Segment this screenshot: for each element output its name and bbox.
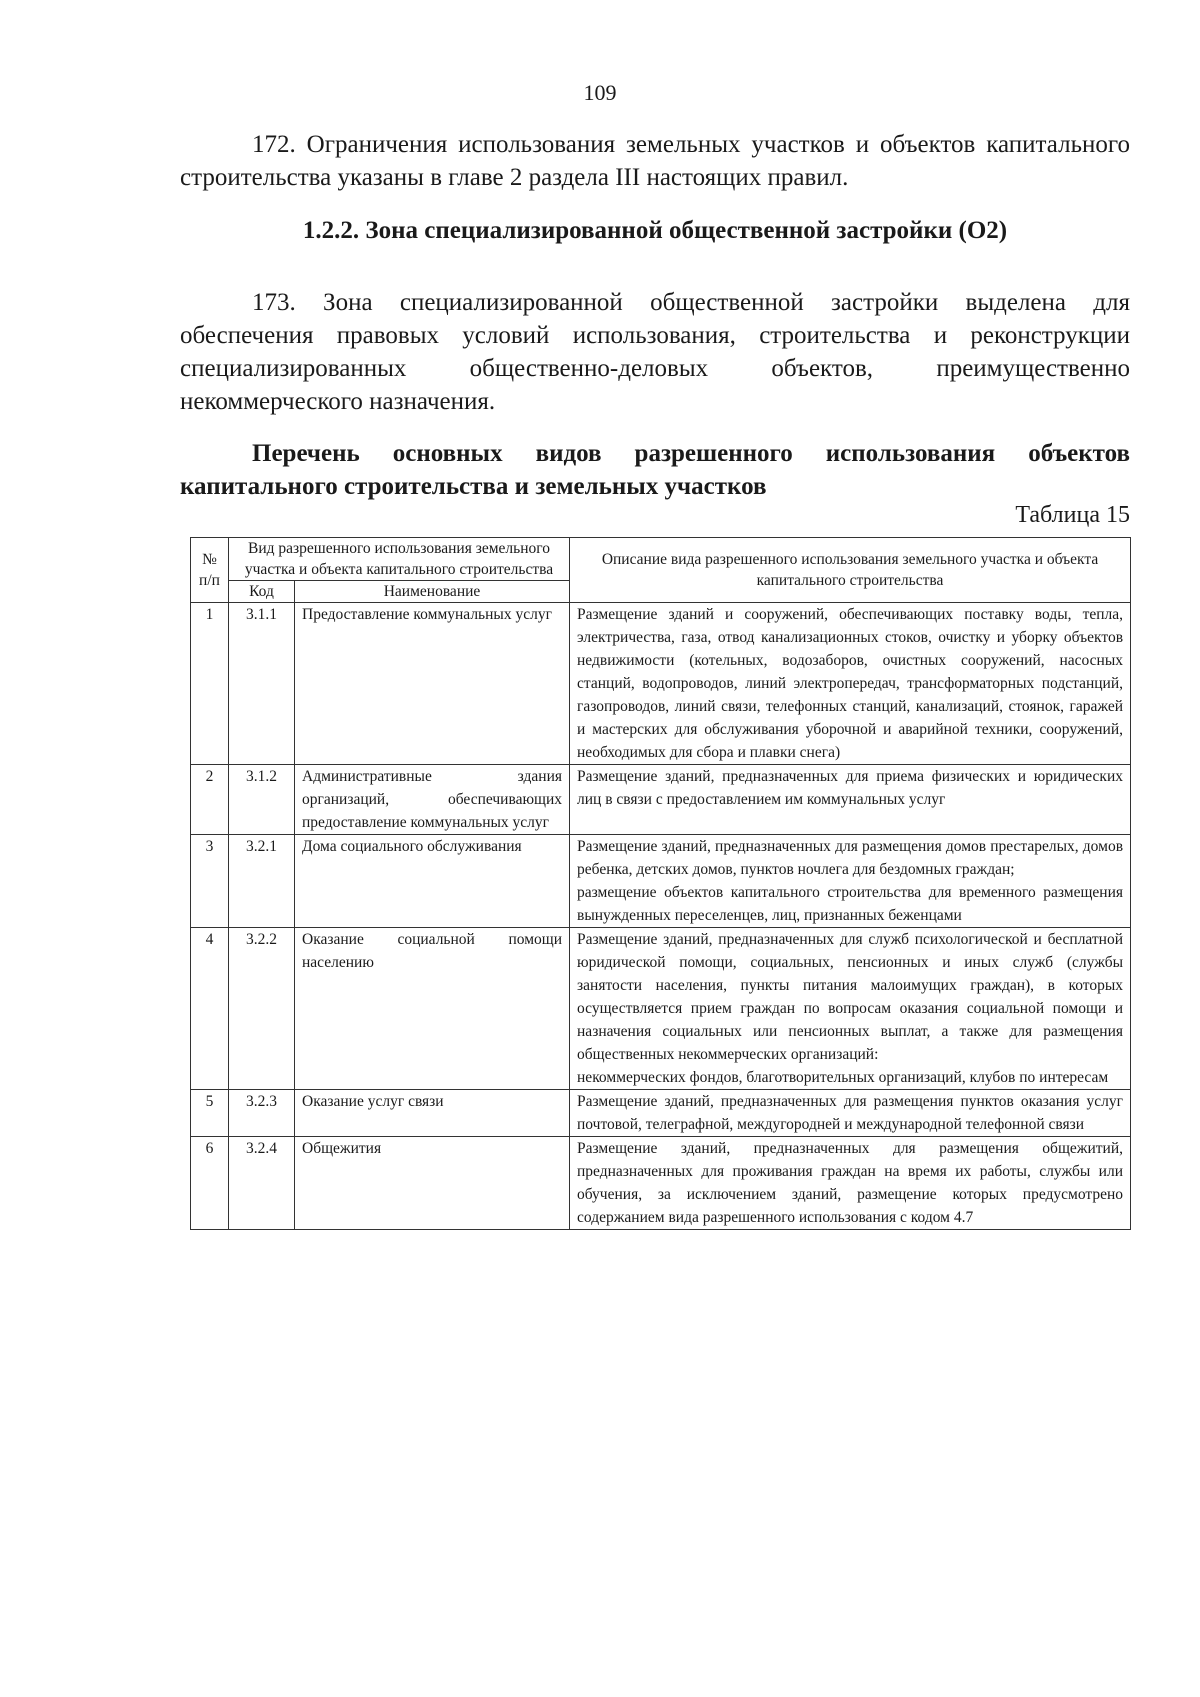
header-use-group: Вид разрешенного использования земельного участка и объекта капитального строительства xyxy=(229,538,570,581)
table-header-row xyxy=(191,538,1131,581)
paragraph-172: 172. Ограничения использования земельных участков и объектов капитального строительства указаны в главе 2 раздела III настоящих правил. xyxy=(180,131,1130,191)
table-row xyxy=(191,1137,1131,1230)
row-description: Размещение зданий, предназначенных для приема физических и юридических лиц в связи с предоставлением им коммунальных услуг xyxy=(570,765,1131,835)
table-row xyxy=(191,603,1131,765)
table-row xyxy=(191,765,1131,835)
row-description: Размещение зданий, предназначенных для служб психологической и бесплатной юридической помощи, социальных, пенсионных и иных служб (службы занятости населения, пункты питания малоимущих граждан), в которых осуществляется прием граждан по вопросам оказания социальной помощи и назначения социальных или пенсионных выплат, а также для размещения общественных некоммерческих организаций: некоммерческих фондов, благотворительных организаций, клубов по интересам xyxy=(570,928,1131,1090)
table-row xyxy=(191,928,1131,1090)
row-name: Общежития xyxy=(295,1137,570,1230)
table-label: Таблица 15 xyxy=(1015,502,1130,528)
row-number: 2 xyxy=(191,765,229,835)
list-title: Перечень основных видов разрешенного использования объектов капитального строительства и земельных участков xyxy=(180,440,1130,500)
row-number: 1 xyxy=(191,603,229,765)
header-description: Описание вида разрешенного использования земельного участка и объекта капитального строительства xyxy=(570,538,1131,603)
row-code: 3.2.1 xyxy=(229,835,295,928)
section-heading: 1.2.2. Зона специализированной общественной застройки (О2) xyxy=(302,217,1008,244)
row-code: 3.2.3 xyxy=(229,1090,295,1137)
row-name: Административные здания организаций, обеспечивающих предоставление коммунальных услуг xyxy=(295,765,570,835)
table-row xyxy=(191,835,1131,928)
row-name: Оказание социальной помощи населению xyxy=(295,928,570,1090)
row-code: 3.1.1 xyxy=(229,603,295,765)
header-code: Код xyxy=(229,581,295,603)
row-description: Размещение зданий, предназначенных для размещения общежитий, предназначенных для проживания граждан на время их работы, службы или обучения, за исключением зданий, размещение которых предусмотрено содержанием вида разрешенного использования с кодом 4.7 xyxy=(570,1137,1131,1230)
permitted-use-table xyxy=(190,537,1131,1230)
row-number: 4 xyxy=(191,928,229,1090)
page-number: 109 xyxy=(583,80,617,105)
row-code: 3.2.2 xyxy=(229,928,295,1090)
row-number: 5 xyxy=(191,1090,229,1137)
row-description: Размещение зданий, предназначенных для размещения пунктов оказания услуг почтовой, телеграфной, междугородней и международной телефонной связи xyxy=(570,1090,1131,1137)
row-name: Дома социального обслуживания xyxy=(295,835,570,928)
paragraph-173: 173. Зона специализированной общественной застройки выделена для обеспечения правовых условий использования, строительства и реконструкции специализированных общественно-деловых объектов, преимущественно некоммерческого назначения. xyxy=(180,289,1130,415)
row-name: Предоставление коммунальных услуг xyxy=(295,603,570,765)
row-name: Оказание услуг связи xyxy=(295,1090,570,1137)
row-description: Размещение зданий, предназначенных для размещения домов престарелых, домов ребенка, детских домов, пунктов ночлега для бездомных граждан; размещение объектов капитального строительства для временного размещения вынужденных переселенцев, лиц, признанных беженцами xyxy=(570,835,1131,928)
header-name: Наименование xyxy=(295,581,570,603)
table-row xyxy=(191,1090,1131,1137)
header-num: № п/п xyxy=(191,538,229,603)
row-number: 6 xyxy=(191,1137,229,1230)
row-code: 3.2.4 xyxy=(229,1137,295,1230)
row-description: Размещение зданий и сооружений, обеспечивающих поставку воды, тепла, электричества, газа, отвод канализационных стоков, очистку и уборку объектов недвижимости (котельных, водозаборов, очистных сооружений, насосных станций, водопроводов, линий электропередач, трансформаторных подстанций, газопроводов, линий связи, телефонных станций, канализаций, стоянок, гаражей и мастерских для обслуживания уборочной и аварийной техники, сооружений, необходимых для сбора и плавки снега) xyxy=(570,603,1131,765)
row-code: 3.1.2 xyxy=(229,765,295,835)
row-number: 3 xyxy=(191,835,229,928)
